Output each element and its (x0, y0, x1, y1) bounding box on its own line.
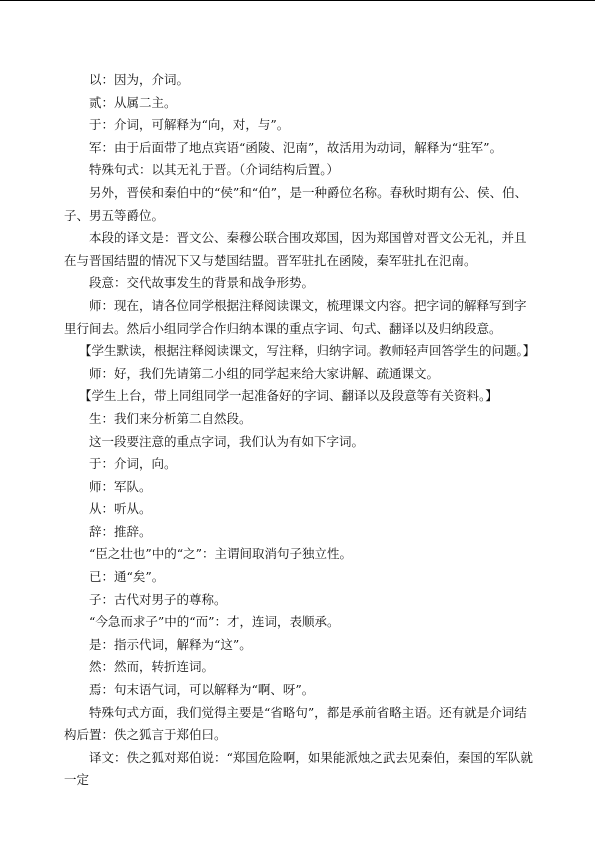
para-19: “臣之壮也”中的“之”：主谓间取消句子独立性。 (89, 546, 353, 562)
para-10: 【学生默读，根据注释阅读课文，写注释，归纳字词。教师轻声回答学生的问题。】 (79, 343, 536, 359)
para-11: 师：好，我们先请第二小组的同学起来给大家讲解、疏通课文。 (89, 365, 440, 381)
document-body (64, 69, 534, 792)
para-1: 以：因为，介词。 (89, 72, 190, 87)
para-24: 然：然而，转折连词。 (89, 659, 215, 675)
para-27: 译文：佚之狐对郑伯说：“郑国危险啊，如果能派烛之武去见秦伯，秦国的军队就一定 (64, 749, 533, 788)
para-16: 师：军队。 (89, 478, 152, 494)
para-20: 已：通“矣”。 (89, 569, 165, 585)
para-22: “今急而求子”中的“而”：才，连词，表顺承。 (89, 614, 340, 630)
para-12: 【学生上台，带上同组同学一起准备好的字词、翻译以及段意等有关资料。】 (79, 388, 498, 404)
para-17: 从：听从。 (89, 501, 152, 517)
para-3: 于：介词，可解释为“向，对，与”。 (89, 117, 290, 133)
para-5: 特殊句式：以其无礼于晋。（介词结构后置。） (89, 162, 340, 178)
para-23: 是：指示代词，解释为“这”。 (89, 636, 252, 652)
header-rule (0, 0, 595, 1)
para-13: 生：我们来分析第二自然段。 (89, 410, 252, 426)
para-4: 军：由于后面带了地点宾语“函陵、氾南”，故活用为动词，解释为“驻军”。 (89, 139, 503, 155)
para-2: 贰：从属二主。 (89, 94, 177, 110)
para-25: 焉：句末语气词，可以解释为“啊、呀”。 (89, 682, 315, 698)
para-6: 另外，晋侯和秦伯中的“侯”和“伯”，是一种爵位名称。春秋时期有公、侯、伯、子、男五等爵位。 (64, 184, 528, 223)
para-18: 辞：推辞。 (89, 523, 152, 539)
para-7: 本段的译文是：晋文公、秦穆公联合围攻郑国，因为郑国曾对晋文公无礼，并且在与晋国结盟的情况下又与楚国结盟。晋军驻扎在函陵，秦军驻扎在氾南。 (64, 230, 527, 268)
para-14: 这一段要注意的重点字词，我们认为有如下字词。 (89, 433, 365, 449)
para-9: 师：现在，请各位同学根据注释阅读课文，梳理课文内容。把字词的解释写到字里行间去。然后小组同学合作归纳本课的重点字词、句式、翻译以及归纳段意。 (64, 297, 527, 336)
para-15: 于：介词，向。 (89, 456, 177, 472)
para-26: 特殊句式方面，我们觉得主要是“省略句”，都是承前省略主语。还有就是介词结构后置：佚之狐言于郑伯曰。 (64, 704, 527, 743)
para-21: 子：古代对男子的尊称。 (89, 591, 227, 607)
para-8: 段意：交代故事发生的背景和战争形势。 (89, 275, 315, 291)
